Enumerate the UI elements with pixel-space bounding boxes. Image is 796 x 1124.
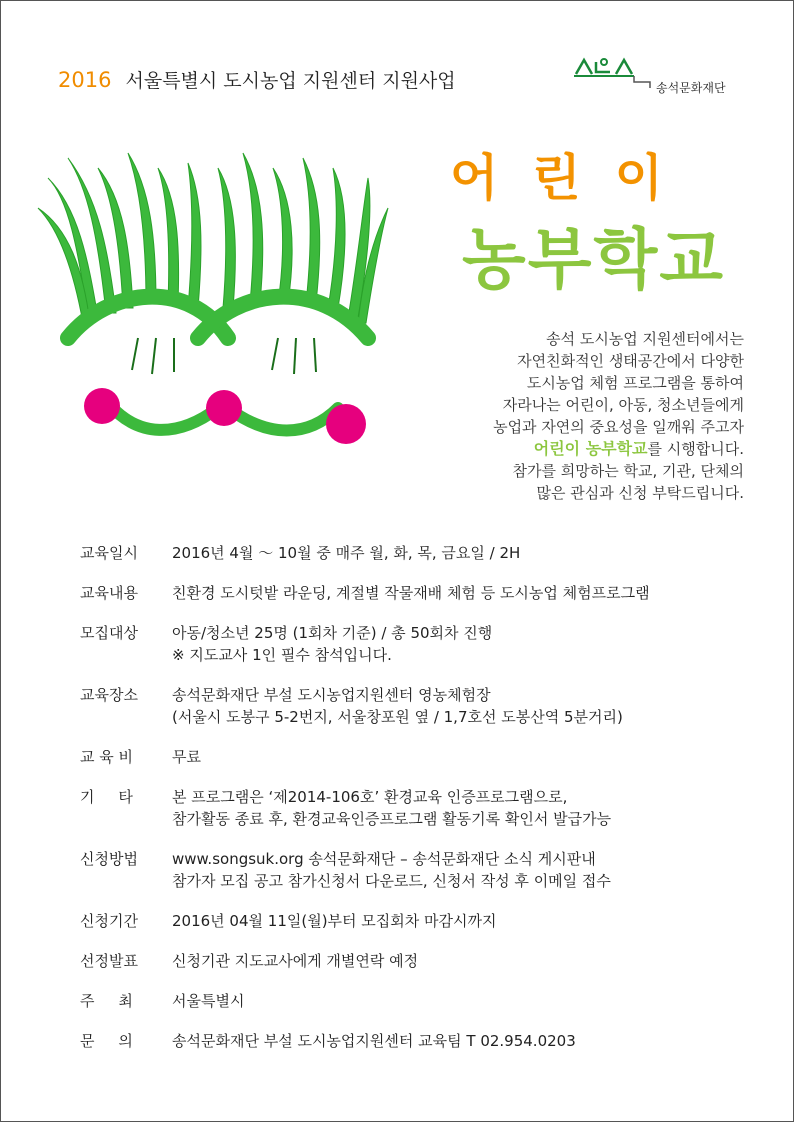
info-value bbox=[172, 746, 760, 768]
info-value bbox=[172, 910, 760, 932]
info-label: 교육내용 bbox=[80, 584, 138, 602]
info-label: 신청기간 bbox=[80, 912, 138, 930]
header bbox=[58, 66, 456, 93]
logo-text: 송석문화재단 bbox=[656, 81, 726, 95]
info-label: 교 육 비 bbox=[80, 748, 134, 766]
info-value bbox=[172, 684, 760, 728]
info-value bbox=[172, 786, 760, 830]
info-label: 문 의 bbox=[80, 1032, 133, 1050]
info-row bbox=[80, 622, 760, 666]
title-line1: 어린이 bbox=[450, 149, 697, 207]
info-row bbox=[80, 990, 760, 1012]
info-value-line: 서울특별시 bbox=[172, 992, 245, 1010]
info-value-line: 2016년 4월 ～ 10월 중 매주 월, 화, 목, 금요일 / 2H bbox=[172, 544, 521, 562]
info-label: 신청방법 bbox=[80, 850, 138, 868]
info-value-line: ※ 지도교사 1인 필수 참석입니다. bbox=[172, 646, 392, 664]
title-line2: 농부학교 bbox=[462, 221, 726, 298]
grass-face-illustration-icon bbox=[28, 138, 398, 458]
info-row bbox=[80, 950, 760, 972]
intro-highlight: 어린이 농부학교 bbox=[533, 439, 648, 458]
info-label: 기 타 bbox=[80, 788, 133, 806]
info-value bbox=[172, 622, 760, 666]
header-title: 서울특별시 도시농업 지원센터 지원사업 bbox=[125, 70, 456, 92]
info-list bbox=[80, 542, 760, 1070]
intro-line: 도시농업 체험 프로그램을 통하여 bbox=[526, 374, 744, 392]
info-value-line: www.songsuk.org 송석문화재단 – 송석문화재단 소식 게시판내 bbox=[172, 850, 596, 868]
info-row bbox=[80, 1030, 760, 1052]
logo-mark-icon bbox=[572, 52, 662, 88]
info-label: 주 최 bbox=[80, 992, 133, 1010]
info-value-line: 참가자 모집 공고 참가신청서 다운로드, 신청서 작성 후 이메일 접수 bbox=[172, 872, 611, 890]
info-value bbox=[172, 990, 760, 1012]
info-label: 선정발표 bbox=[80, 952, 138, 970]
info-value-line: (서울시 도봉구 5-2번지, 서울창포원 옆 / 1,7호선 도봉산역 5분거리) bbox=[172, 708, 623, 726]
info-label: 교육일시 bbox=[80, 544, 138, 562]
intro-line: 자연친화적인 생태공간에서 다양한 bbox=[517, 352, 744, 370]
info-value-line: 아동/청소년 25명 (1회차 기준) / 총 50회차 진행 bbox=[172, 624, 493, 642]
intro-line: 송석 도시농업 지원센터에서는 bbox=[546, 330, 744, 348]
info-value bbox=[172, 1030, 760, 1052]
info-row bbox=[80, 684, 760, 728]
intro-line: 농업과 자연의 중요성을 일깨워 주고자 bbox=[493, 418, 744, 436]
intro-highlight-line bbox=[384, 438, 744, 460]
intro-line: 참가를 희망하는 학교, 기관, 단체의 bbox=[512, 462, 744, 480]
info-value-line: 송석문화재단 부설 도시농업지원센터 영농체험장 bbox=[172, 686, 491, 704]
info-row bbox=[80, 910, 760, 932]
info-value bbox=[172, 950, 760, 972]
intro-line: 많은 관심과 신청 부탁드립니다. bbox=[536, 484, 744, 502]
info-value bbox=[172, 542, 760, 564]
info-value-line: 2016년 04월 11일(월)부터 모집회차 마감시까지 bbox=[172, 912, 497, 930]
info-row bbox=[80, 786, 760, 830]
info-label: 교육장소 bbox=[80, 686, 138, 704]
info-value-line: 무료 bbox=[172, 748, 201, 766]
intro-line: 자라나는 어린이, 아동, 청소년들에게 bbox=[502, 396, 744, 414]
info-value-line: 신청기관 지도교사에게 개별연락 예정 bbox=[172, 952, 419, 970]
info-value-line: 참가활동 종료 후, 환경교육인증프로그램 활동기록 확인서 발급가능 bbox=[172, 810, 612, 828]
info-row bbox=[80, 848, 760, 892]
header-year: 2016 bbox=[58, 68, 112, 92]
info-value bbox=[172, 582, 760, 604]
info-label: 모집대상 bbox=[80, 624, 138, 642]
info-row bbox=[80, 542, 760, 564]
info-row bbox=[80, 746, 760, 768]
foundation-logo bbox=[572, 52, 742, 100]
info-value-line: 친환경 도시텃밭 라운딩, 계절별 작물재배 체험 등 도시농업 체험프로그램 bbox=[172, 584, 650, 602]
intro-text bbox=[384, 328, 744, 504]
intro-highlight-suffix: 를 시행합니다. bbox=[647, 440, 744, 458]
info-row bbox=[80, 582, 760, 604]
info-value-line: 송석문화재단 부설 도시농업지원센터 교육팀 T 02.954.0203 bbox=[172, 1032, 576, 1050]
info-value bbox=[172, 848, 760, 892]
info-value-line: 본 프로그램은 ‘제2014-106호’ 환경교육 인증프로그램으로, bbox=[172, 788, 568, 806]
